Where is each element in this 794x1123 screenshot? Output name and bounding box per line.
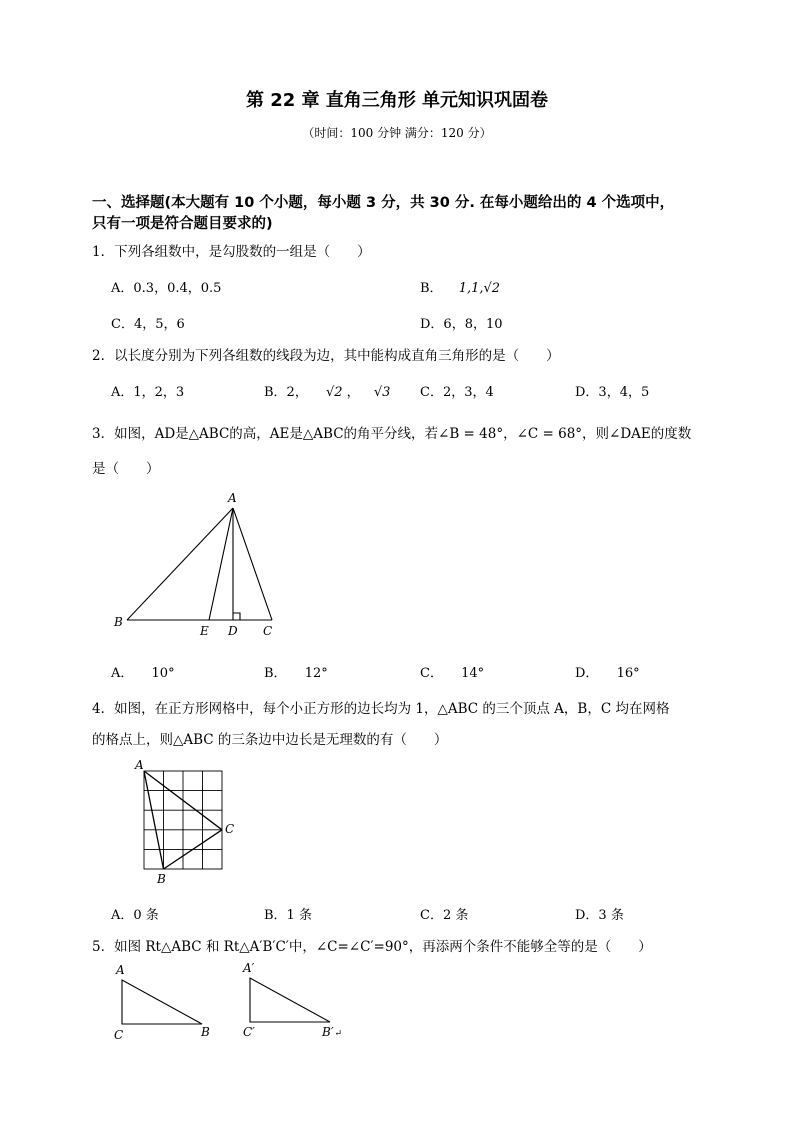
q2-option-d: D．3，4，5 [575, 385, 650, 400]
q4-label-b: B [157, 872, 166, 886]
q4-option-a: A．0 条 [111, 908, 159, 923]
q4-option-c: C．2 条 [420, 908, 469, 923]
q3-label-a: A [228, 491, 237, 505]
q3-option-d-value: 16° [616, 666, 640, 681]
q4-stem-line2: 的格点上，则△ABC 的三条边中边长是无理数的有（ ） [92, 732, 448, 748]
q1-option-a: A．0.3，0.4，0.5 [111, 281, 222, 296]
q2-option-b-root2: √2 [325, 385, 343, 400]
q3-label-d: D [228, 624, 238, 638]
section-heading-line2: 只有一项是符合题目要求的) [92, 216, 273, 232]
q5-label-c: C [114, 1028, 124, 1042]
q1-option-b-math: 1,1,√2 [458, 281, 501, 296]
q3-option-b-value: 12° [304, 666, 328, 681]
page-subtitle: （时间：100 分钟 满分：120 分） [302, 126, 492, 140]
q3-option-a-value: 10° [151, 666, 175, 681]
q2-option-b-sep: ， [346, 385, 360, 400]
q3-stem-line1: 3．如图，AD是△ABC的高，AE是△ABC的角平分线，若∠B = 48°，∠C = 68°，则∠DAE的度数 [92, 426, 692, 442]
q5-triangle-abc-prime [250, 978, 330, 1022]
q3-option-c-value: 14° [461, 666, 485, 681]
q2-option-a: A．1，2，3 [111, 385, 185, 400]
q1-option-c: C．4，5，6 [111, 317, 185, 332]
q5-label-b-prime [322, 1025, 342, 1039]
q4-label-c: C [225, 822, 235, 836]
page-title: 第 22 章 直角三角形 单元知识巩固卷 [245, 90, 549, 111]
q5-label-a: A [116, 963, 125, 977]
q5-triangle-abc [122, 980, 202, 1024]
q2-option-c: C．2，3，4 [420, 385, 494, 400]
q4-option-b: B．1 条 [264, 908, 312, 923]
q2-option-b-prefix: B．2， [264, 385, 308, 400]
q3-option-b-letter: B． [264, 666, 287, 681]
q4-stem-line1: 4．如图，在正方形网格中，每个小正方形的边长均为 1，△ABC 的三个顶点 A，B，C 均在网格 [92, 701, 670, 717]
q4-label-a: A [135, 758, 144, 772]
q3-label-b: B [114, 615, 123, 629]
q3-label-c: C [263, 624, 273, 638]
q1-option-d: D．6，8，10 [420, 317, 503, 332]
q3-label-e: E [200, 624, 209, 638]
q5-label-c-prime: C′ [243, 1025, 255, 1039]
q5-label-a-prime: A′ [243, 961, 255, 975]
q5-label-b: B [201, 1025, 210, 1039]
q2-stem: 2．以长度分别为下列各组数的线段为边，其中能构成直角三角形的是（ ） [92, 348, 560, 364]
q3-option-d-letter: D． [575, 666, 599, 681]
q5-label-b-prime-text: B′ [322, 1025, 334, 1039]
section-heading-line1: 一、选择题(本大题有 10 个小题，每小题 3 分，共 30 分. 在每小题给出的 4 个选项中， [92, 195, 675, 211]
q3-option-c-letter: C． [420, 666, 443, 681]
q3-stem-line2: 是（ ） [92, 461, 160, 477]
q1-stem: 1．下列各组数中，是勾股数的一组是（ ） [92, 244, 371, 260]
q4-option-d: D．3 条 [575, 908, 624, 923]
q3-option-a-letter: A． [111, 666, 134, 681]
q1-option-b-prefix: B． [420, 281, 443, 296]
q5-stem: 5．如图 Rt△ABC 和 Rt△A′B′C′中，∠C=∠C′=90°，再添两个条件不能够全等的是（ ） [92, 939, 652, 955]
q2-option-b-root3: √3 [373, 385, 391, 400]
return-mark-icon: ↵ [334, 1029, 343, 1039]
